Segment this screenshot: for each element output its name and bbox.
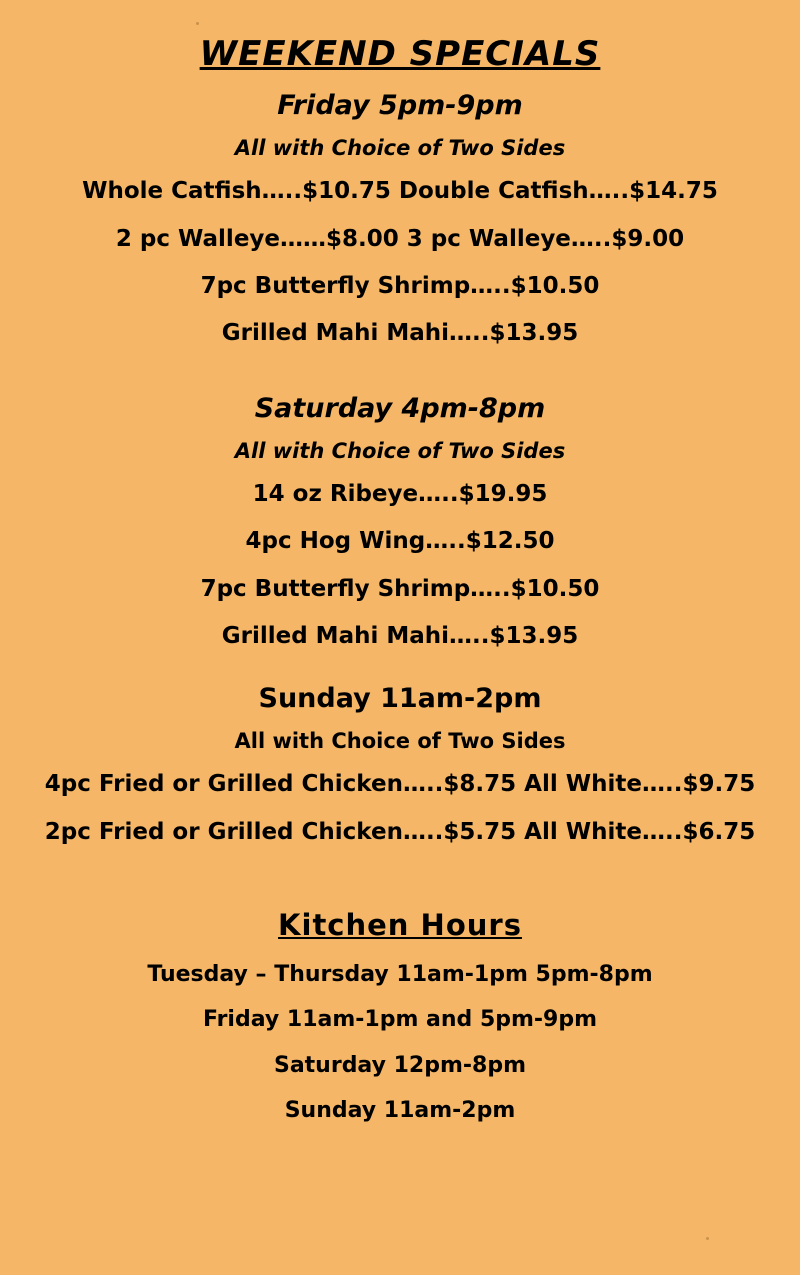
kitchen-hours-line: Sunday 11am-2pm xyxy=(284,1097,516,1123)
section-saturday xyxy=(20,394,780,650)
kitchen-hours-title: Kitchen Hours xyxy=(278,908,522,943)
saturday-item: Grilled Mahi Mahi…..$13.95 xyxy=(221,623,579,650)
saturday-item: 4pc Hog Wing…..$12.50 xyxy=(245,528,555,555)
kitchen-hours-line: Saturday 12pm-8pm xyxy=(273,1052,527,1078)
sunday-header: Sunday 11am-2pm xyxy=(258,683,542,715)
sunday-item: 4pc Fried or Grilled Chicken…..$8.75 All White…..$9.75 xyxy=(44,771,756,798)
saturday-item: 7pc Butterfly Shrimp…..$10.50 xyxy=(200,575,600,602)
kitchen-hours-line: Tuesday – Thursday 11am-1pm 5pm-8pm xyxy=(147,962,653,987)
friday-subtitle: All with Choice of Two Sides xyxy=(234,136,566,161)
sunday-subtitle: All with Choice of Two Sides xyxy=(234,729,566,754)
paper-speck xyxy=(196,22,199,25)
section-kitchen-hours xyxy=(20,910,780,1123)
section-divider xyxy=(20,866,780,910)
section-divider xyxy=(20,368,780,394)
saturday-subtitle: All with Choice of Two Sides xyxy=(234,438,566,463)
page-title: WEEKEND SPECIALS xyxy=(199,34,601,74)
sunday-item: 2pc Fried or Grilled Chicken…..$5.75 All White…..$6.75 xyxy=(44,818,756,845)
saturday-header: Saturday 4pm-8pm xyxy=(254,392,546,424)
section-friday xyxy=(20,91,780,347)
saturday-item: 14 oz Ribeye…..$19.95 xyxy=(252,480,548,507)
section-sunday xyxy=(20,684,780,845)
section-divider xyxy=(20,670,780,684)
friday-item: Grilled Mahi Mahi…..$13.95 xyxy=(221,320,579,347)
friday-item: Whole Catfish…..$10.75 Double Catfish…..$14.75 xyxy=(82,178,718,205)
friday-header: Friday 5pm-9pm xyxy=(277,90,523,122)
paper-speck xyxy=(706,1237,709,1240)
friday-item: 2 pc Walleye……$8.00 3 pc Walleye…..$9.00 xyxy=(115,225,685,252)
kitchen-hours-line: Friday 11am-1pm and 5pm-9pm xyxy=(202,1007,598,1033)
friday-item: 7pc Butterfly Shrimp…..$10.50 xyxy=(200,273,600,300)
